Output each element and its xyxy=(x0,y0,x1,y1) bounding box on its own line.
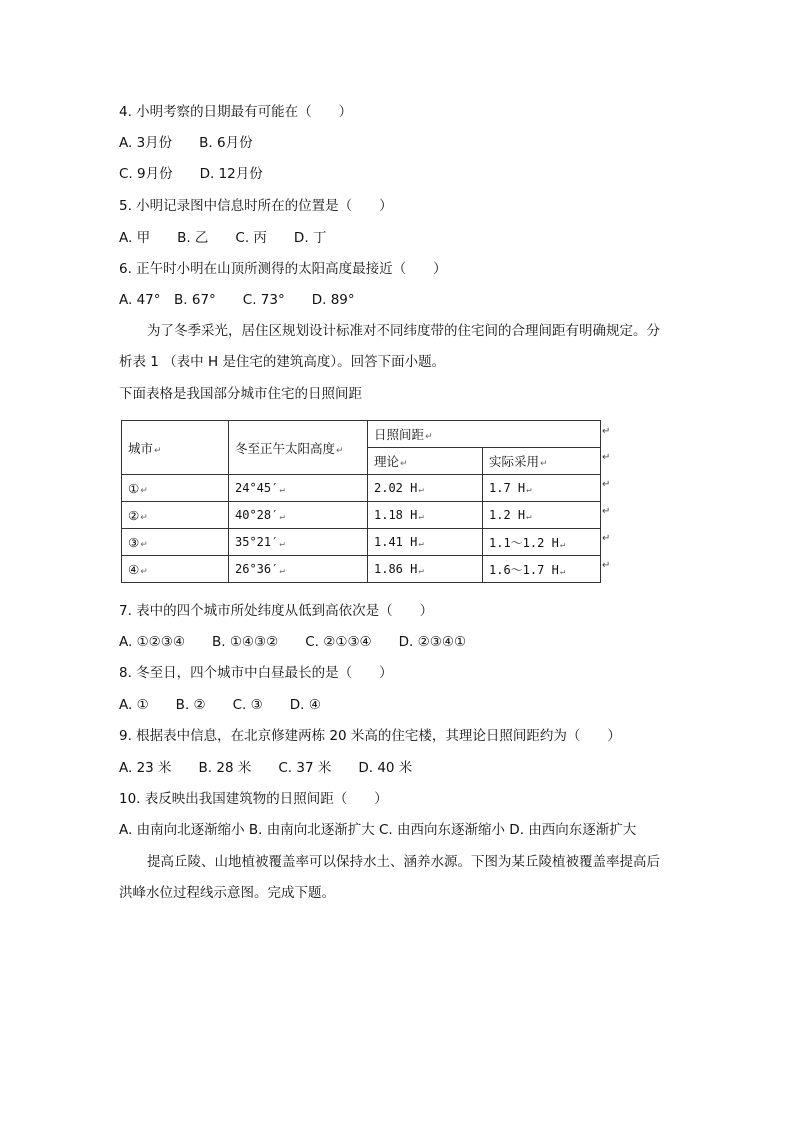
cell-actual: 1.7 H↵ xyxy=(483,475,601,502)
header-actual: 实际采用↵ xyxy=(483,448,601,475)
q7-stem: 7. 表中的四个城市所处纬度从低到高依次是（ ） xyxy=(119,603,434,619)
outro-paragraph-line1: 提高丘陵、山地植被覆盖率可以保持水土、涵养水源。下图为某丘陵植被覆盖率提高后 xyxy=(147,854,660,870)
table-row xyxy=(122,502,601,529)
row-end-mark: ↵ xyxy=(602,426,611,437)
row-end-mark: ↵ xyxy=(602,506,611,517)
cell-city: ①↵ xyxy=(122,475,229,502)
table-row xyxy=(122,475,601,502)
row-end-mark: ↵ xyxy=(602,479,611,490)
cell-theory: 1.41 H↵ xyxy=(368,529,483,556)
cell-actual: 1.2 H↵ xyxy=(483,502,601,529)
q6-stem: 6. 正午时小明在山顶所测得的太阳高度最接近（ ） xyxy=(119,261,447,277)
q7-options: A. ①②③④ B. ①④③② C. ②①③④ D. ②③④① xyxy=(119,634,467,650)
cell-theory: 1.86 H↵ xyxy=(368,556,483,583)
cell-theory: 2.02 H↵ xyxy=(368,475,483,502)
q4-options-ab: A. 3月份 B. 6月份 xyxy=(119,135,253,151)
cell-actual: 1.1～1.2 H↵ xyxy=(483,529,601,556)
intro-paragraph-line2: 析表 1 （表中 H 是住宅的建筑高度）。回答下面小题。 xyxy=(119,354,446,370)
table-row xyxy=(122,556,601,583)
q10-options: A. 由南向北逐渐缩小 B. 由南向北逐渐扩大 C. 由西向东逐渐缩小 D. 由西向东逐渐扩大 xyxy=(119,822,637,838)
header-city: 城市↵ xyxy=(122,421,229,475)
sunlight-spacing-table xyxy=(121,420,601,583)
header-spacing: 日照间距↵ xyxy=(368,421,601,448)
q8-stem: 8. 冬至日，四个城市中白昼最长的是（ ） xyxy=(119,665,393,681)
q4-stem: 4. 小明考察的日期最有可能在（ ） xyxy=(119,104,353,120)
cell-noon: 24°45′↵ xyxy=(229,475,368,502)
row-end-mark: ↵ xyxy=(602,560,611,571)
q10-stem: 10. 表反映出我国建筑物的日照间距（ ） xyxy=(119,791,388,807)
q9-stem: 9. 根据表中信息，在北京修建两栋 20 米高的住宅楼，其理论日照间距约为（ ） xyxy=(119,728,621,744)
q9-options: A. 23 米 B. 28 米 C. 37 米 D. 40 米 xyxy=(119,760,413,776)
cell-theory: 1.18 H↵ xyxy=(368,502,483,529)
q5-stem: 5. 小明记录图中信息时所在的位置是（ ） xyxy=(119,198,393,214)
cell-noon: 35°21′↵ xyxy=(229,529,368,556)
row-end-mark: ↵ xyxy=(602,452,611,463)
cell-noon: 26°36′↵ xyxy=(229,556,368,583)
cell-noon: 40°28′↵ xyxy=(229,502,368,529)
row-end-mark: ↵ xyxy=(602,533,611,544)
q5-options: A. 甲 B. 乙 C. 丙 D. 丁 xyxy=(119,230,327,246)
q4-options-cd: C. 9月份 D. 12月份 xyxy=(119,166,263,182)
header-theory: 理论↵ xyxy=(368,448,483,475)
table-caption: 下面表格是我国部分城市住宅的日照间距 xyxy=(119,386,362,402)
table-row xyxy=(122,529,601,556)
cell-actual: 1.6～1.7 H↵ xyxy=(483,556,601,583)
header-noon-altitude: 冬至正午太阳高度↵ xyxy=(229,421,368,475)
q6-options: A. 47° B. 67° C. 73° D. 89° xyxy=(119,292,355,308)
outro-paragraph-line2: 洪峰水位过程线示意图。完成下题。 xyxy=(119,885,335,901)
cell-city: ③↵ xyxy=(122,529,229,556)
q8-options: A. ① B. ② C. ③ D. ④ xyxy=(119,697,321,713)
cell-city: ②↵ xyxy=(122,502,229,529)
intro-paragraph-line1: 为了冬季采光，居住区规划设计标准对不同纬度带的住宅间的合理间距有明确规定。分 xyxy=(147,323,660,339)
cell-city: ④↵ xyxy=(122,556,229,583)
